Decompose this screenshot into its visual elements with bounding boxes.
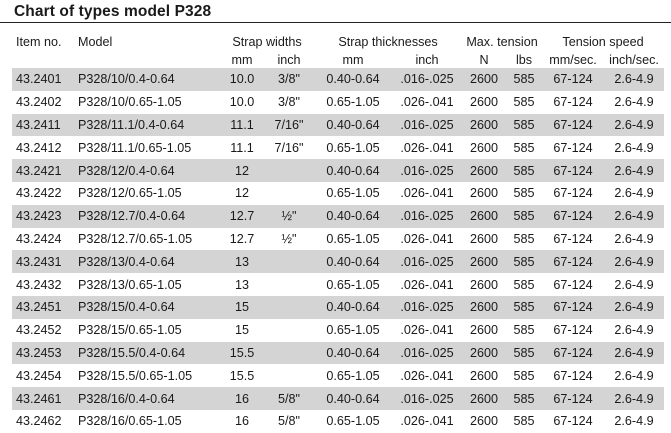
table-row — [12, 114, 664, 137]
cell-width-inch: 7/16" — [274, 140, 304, 155]
cell-tension-n: 2600 — [462, 296, 506, 319]
cell-speed-mm: 67-124 — [542, 250, 604, 273]
cell-thickness-mm: 0.40-0.64 — [314, 114, 392, 137]
cell-width-inch — [264, 250, 314, 273]
cell-speed-inch: 2.6-4.9 — [614, 277, 654, 292]
cell-model: P328/12/0.4-0.64 — [74, 159, 220, 182]
table-row — [12, 182, 664, 205]
cell-thickness-mm: 0.65-1.05 — [326, 368, 380, 383]
cell-width-mm: 10.0 — [220, 68, 264, 91]
types-table — [12, 33, 664, 433]
cell-width-inch: ½" — [281, 231, 297, 246]
cell-width-mm: 15 — [220, 296, 264, 319]
cell-speed-inch: 2.6-4.9 — [614, 186, 654, 201]
cell-item-no: 43.2412 — [16, 140, 62, 155]
cell-width-inch: 3/8" — [264, 68, 314, 91]
cell-speed-mm: 67-124 — [542, 159, 604, 182]
cell-thickness-mm: 0.65-1.05 — [326, 414, 380, 429]
cell-speed-mm: 67-124 — [553, 414, 593, 429]
table-row — [12, 159, 664, 182]
table-row — [12, 364, 664, 387]
cell-thickness-inch: .016-.025 — [392, 250, 462, 273]
cell-speed-inch: 2.6-4.9 — [614, 323, 654, 338]
cell-width-inch: 3/8" — [278, 95, 300, 110]
header-strap-thicknesses: Strap thicknesses — [338, 35, 438, 49]
cell-tension-n: 2600 — [470, 323, 499, 338]
cell-tension-n: 2600 — [462, 250, 506, 273]
cell-width-mm: 11.1 — [230, 140, 254, 155]
cell-thickness-mm: 0.40-0.64 — [314, 159, 392, 182]
cell-item-no: 43.2453 — [12, 342, 74, 365]
cell-thickness-mm: 0.65-1.05 — [326, 323, 380, 338]
cell-thickness-inch: .026-.041 — [400, 95, 454, 110]
cell-tension-n: 2600 — [470, 95, 499, 110]
cell-thickness-mm: 0.40-0.64 — [314, 205, 392, 228]
cell-width-inch — [264, 182, 314, 205]
cell-tension-n: 2600 — [470, 368, 499, 383]
header-max-tension: Max. tension — [466, 35, 538, 49]
cell-width-inch: 5/8" — [278, 414, 300, 429]
cell-model: P328/13/0.4-0.64 — [74, 250, 220, 273]
cell-tension-lbs: 585 — [506, 68, 542, 91]
cell-tension-lbs: 585 — [506, 342, 542, 365]
cell-model: P328/10/0.65-1.05 — [78, 95, 182, 110]
unit-tension-n: N — [479, 52, 489, 67]
unit-speed-mm: mm/sec. — [549, 52, 597, 67]
table-row — [12, 410, 664, 433]
cell-tension-lbs: 585 — [513, 323, 535, 338]
unit-thickness-inch: inch — [415, 52, 439, 67]
cell-tension-n: 2600 — [470, 414, 499, 429]
cell-model: P328/10/0.4-0.64 — [74, 68, 220, 91]
cell-speed-inch: 2.6-4.9 — [614, 414, 654, 429]
cell-thickness-inch: .026-.041 — [400, 277, 454, 292]
cell-model: P328/11.1/0.65-1.05 — [78, 140, 192, 155]
cell-speed-mm: 67-124 — [553, 231, 593, 246]
cell-speed-inch: 2.6-4.9 — [604, 387, 664, 410]
cell-speed-mm: 67-124 — [553, 186, 593, 201]
cell-width-mm: 15.5 — [220, 342, 264, 365]
cell-width-mm: 10.0 — [229, 95, 255, 110]
cell-model: P328/15/0.4-0.64 — [74, 296, 220, 319]
cell-thickness-inch: .016-.025 — [392, 159, 462, 182]
cell-item-no: 43.2462 — [16, 414, 62, 429]
table-row — [12, 250, 664, 273]
table-row — [12, 342, 664, 365]
cell-width-inch — [264, 319, 314, 342]
cell-tension-lbs: 585 — [506, 159, 542, 182]
cell-width-mm: 11.1 — [220, 114, 264, 137]
cell-tension-n: 2600 — [462, 159, 506, 182]
header-tension-speed: Tension speed — [562, 35, 644, 49]
unit-width-inch: inch — [277, 52, 301, 67]
cell-thickness-inch: .016-.025 — [392, 114, 462, 137]
table-row — [12, 205, 664, 228]
cell-tension-lbs: 585 — [506, 296, 542, 319]
cell-thickness-inch: .016-.025 — [392, 68, 462, 91]
cell-item-no: 43.2452 — [16, 323, 62, 338]
cell-model: P328/13/0.65-1.05 — [78, 277, 182, 292]
cell-speed-mm: 67-124 — [542, 296, 604, 319]
cell-thickness-inch: .026-.041 — [400, 186, 454, 201]
cell-item-no: 43.2422 — [16, 186, 62, 201]
cell-tension-n: 2600 — [470, 140, 499, 155]
cell-item-no: 43.2431 — [12, 250, 74, 273]
cell-tension-n: 2600 — [462, 68, 506, 91]
cell-width-mm: 15.5 — [229, 368, 255, 383]
header-item-no: Item no. — [16, 35, 62, 49]
cell-thickness-mm: 0.65-1.05 — [326, 231, 380, 246]
cell-model: P328/15/0.65-1.05 — [78, 323, 182, 338]
cell-width-inch — [264, 364, 314, 387]
cell-tension-n: 2600 — [462, 114, 506, 137]
table-row — [12, 136, 664, 159]
cell-speed-mm: 67-124 — [553, 323, 593, 338]
cell-model: P328/15.5/0.65-1.05 — [78, 368, 193, 383]
cell-thickness-mm: 0.40-0.64 — [314, 387, 392, 410]
header-row — [12, 33, 664, 51]
cell-width-mm: 12 — [234, 186, 249, 201]
cell-thickness-mm: 0.65-1.05 — [326, 95, 380, 110]
cell-model: P328/16/0.65-1.05 — [78, 414, 182, 429]
cell-speed-inch: 2.6-4.9 — [604, 342, 664, 365]
cell-thickness-mm: 0.40-0.64 — [314, 296, 392, 319]
cell-item-no: 43.2402 — [16, 95, 62, 110]
cell-thickness-inch: .026-.041 — [400, 140, 454, 155]
cell-item-no: 43.2454 — [16, 368, 62, 383]
cell-tension-lbs: 585 — [506, 387, 542, 410]
cell-model: P328/12.7/0.4-0.64 — [74, 205, 220, 228]
cell-thickness-inch: .016-.025 — [392, 342, 462, 365]
cell-width-inch: ½" — [264, 205, 314, 228]
unit-tension-lbs: lbs — [515, 52, 533, 67]
cell-item-no: 43.2451 — [12, 296, 74, 319]
cell-width-inch: 5/8" — [264, 387, 314, 410]
table-row — [12, 296, 664, 319]
header-model: Model — [78, 35, 113, 49]
cell-speed-mm: 67-124 — [553, 368, 593, 383]
cell-model: P328/12/0.65-1.05 — [78, 186, 182, 201]
cell-width-mm: 13 — [220, 250, 264, 273]
unit-width-mm: mm — [231, 52, 253, 67]
unit-speed-inch: inch/sec. — [609, 52, 659, 67]
cell-width-mm: 12.7 — [220, 205, 264, 228]
cell-width-mm: 16 — [234, 414, 249, 429]
cell-tension-n: 2600 — [462, 342, 506, 365]
units-row — [12, 51, 664, 68]
cell-thickness-inch: .026-.041 — [400, 231, 454, 246]
cell-tension-lbs: 585 — [513, 186, 535, 201]
cell-tension-n: 2600 — [462, 387, 506, 410]
cell-item-no: 43.2411 — [12, 114, 74, 137]
cell-speed-inch: 2.6-4.9 — [604, 68, 664, 91]
cell-thickness-inch: .016-.025 — [392, 387, 462, 410]
cell-model: P328/16/0.4-0.64 — [74, 387, 220, 410]
cell-model: P328/15.5/0.4-0.64 — [74, 342, 220, 365]
cell-thickness-mm: 0.65-1.05 — [326, 186, 380, 201]
cell-speed-inch: 2.6-4.9 — [604, 205, 664, 228]
cell-model: P328/12.7/0.65-1.05 — [78, 231, 193, 246]
cell-speed-inch: 2.6-4.9 — [604, 296, 664, 319]
page-title: Chart of types model P328 — [14, 3, 212, 20]
cell-speed-mm: 67-124 — [553, 95, 593, 110]
cell-width-mm: 16 — [220, 387, 264, 410]
cell-item-no: 43.2432 — [16, 277, 62, 292]
table-row — [12, 387, 664, 410]
cell-speed-inch: 2.6-4.9 — [614, 95, 654, 110]
cell-speed-mm: 67-124 — [542, 68, 604, 91]
cell-speed-mm: 67-124 — [542, 342, 604, 365]
cell-tension-lbs: 585 — [513, 231, 535, 246]
title-divider — [0, 22, 671, 23]
cell-tension-lbs: 585 — [506, 114, 542, 137]
cell-width-mm: 12 — [220, 159, 264, 182]
cell-thickness-inch: .026-.041 — [400, 368, 454, 383]
cell-width-inch — [264, 342, 314, 365]
cell-tension-lbs: 585 — [513, 95, 535, 110]
table-row — [12, 228, 664, 251]
cell-speed-mm: 67-124 — [542, 387, 604, 410]
cell-tension-lbs: 585 — [513, 140, 535, 155]
cell-tension-lbs: 585 — [513, 368, 535, 383]
cell-thickness-inch: .026-.041 — [400, 414, 454, 429]
cell-speed-inch: 2.6-4.9 — [604, 114, 664, 137]
cell-speed-inch: 2.6-4.9 — [614, 231, 654, 246]
cell-tension-lbs: 585 — [506, 250, 542, 273]
cell-tension-n: 2600 — [470, 277, 499, 292]
cell-tension-n: 2600 — [462, 205, 506, 228]
cell-width-inch — [264, 296, 314, 319]
cell-thickness-mm: 0.65-1.05 — [326, 140, 380, 155]
cell-tension-lbs: 585 — [513, 414, 535, 429]
cell-speed-inch: 2.6-4.9 — [614, 368, 654, 383]
cell-item-no: 43.2461 — [12, 387, 74, 410]
cell-tension-lbs: 585 — [513, 277, 535, 292]
table-row — [12, 319, 664, 342]
cell-item-no: 43.2424 — [16, 231, 62, 246]
unit-thickness-mm: mm — [342, 52, 364, 67]
table-row — [12, 273, 664, 296]
cell-speed-inch: 2.6-4.9 — [614, 140, 654, 155]
cell-width-inch: 7/16" — [264, 114, 314, 137]
cell-tension-lbs: 585 — [506, 205, 542, 228]
cell-item-no: 43.2401 — [12, 68, 74, 91]
cell-thickness-mm: 0.40-0.64 — [314, 342, 392, 365]
cell-tension-n: 2600 — [470, 186, 499, 201]
cell-speed-mm: 67-124 — [542, 205, 604, 228]
cell-width-inch — [264, 159, 314, 182]
cell-width-mm: 15 — [234, 323, 249, 338]
cell-speed-inch: 2.6-4.9 — [604, 159, 664, 182]
cell-speed-mm: 67-124 — [542, 114, 604, 137]
cell-speed-mm: 67-124 — [553, 140, 593, 155]
cell-thickness-mm: 0.40-0.64 — [314, 68, 392, 91]
cell-item-no: 43.2423 — [12, 205, 74, 228]
cell-thickness-mm: 0.40-0.64 — [314, 250, 392, 273]
header-strap-widths: Strap widths — [232, 35, 302, 49]
cell-width-inch — [264, 273, 314, 296]
cell-thickness-inch: .026-.041 — [400, 323, 454, 338]
cell-speed-inch: 2.6-4.9 — [604, 250, 664, 273]
cell-width-mm: 12.7 — [229, 231, 255, 246]
cell-thickness-inch: .016-.025 — [392, 205, 462, 228]
cell-tension-n: 2600 — [470, 231, 499, 246]
cell-thickness-inch: .016-.025 — [392, 296, 462, 319]
cell-width-mm: 13 — [234, 277, 249, 292]
cell-model: P328/11.1/0.4-0.64 — [74, 114, 220, 137]
cell-item-no: 43.2421 — [12, 159, 74, 182]
cell-speed-mm: 67-124 — [553, 277, 593, 292]
table-row — [12, 91, 664, 114]
table-row — [12, 68, 664, 91]
cell-thickness-mm: 0.65-1.05 — [326, 277, 380, 292]
